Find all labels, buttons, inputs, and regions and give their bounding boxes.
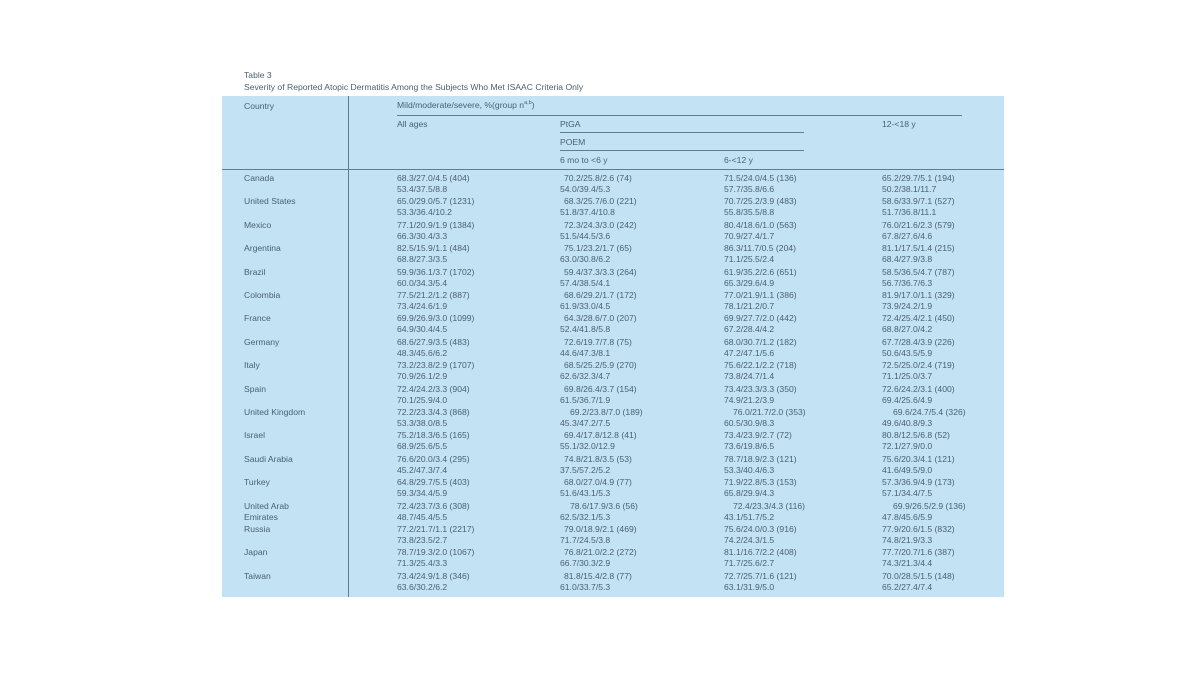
value-cell-c4b: 41.6/49.5/9.0 [882, 464, 933, 475]
header-rule-measure [397, 115, 962, 116]
table-row [0, 501, 1200, 525]
table-row [0, 477, 1200, 501]
country-cell: Russia [244, 524, 271, 534]
table-row [0, 173, 1200, 197]
value-cell-c3b: 71.1/25.5/2.4 [724, 254, 775, 265]
country-cell: United States [244, 196, 296, 207]
country-cell: Germany [244, 336, 280, 347]
country-cell: Turkey [244, 477, 270, 488]
value-cell-c3a: 68.0/30.7/1.2 (182) [724, 336, 797, 347]
value-cell-c4b: 56.7/36.7/6.3 [882, 277, 933, 288]
value-cell-c4b: 47.8/45.6/5.9 [882, 511, 933, 522]
value-cell-c1b: 60.0/34.3/5.4 [397, 277, 448, 288]
value-cell-c4a: 65.2/29.7/5.1 (194) [882, 173, 955, 183]
value-cell-c4b: 74.8/21.9/3.3 [882, 535, 933, 545]
value-cell-c4a: 81.1/17.5/1.4 (215) [882, 243, 955, 254]
value-cell-c2a: 75.1/23.2/1.7 (65) [564, 243, 632, 254]
value-cell-c4a: 67.7/28.4/3.9 (226) [882, 336, 955, 347]
country-cell: Israel [244, 430, 266, 441]
value-cell-c2b: 54.0/39.4/5.3 [560, 184, 611, 194]
value-cell-c3a: 73.4/23.3/3.3 (350) [724, 383, 797, 394]
value-cell-c4b: 68.8/27.0/4.2 [882, 324, 933, 335]
value-cell-c1b: 45.2/47.3/7.4 [397, 464, 448, 475]
value-cell-c3b: 57.7/35.8/6.6 [724, 184, 775, 194]
value-cell-c4b: 68.4/27.9/3.8 [882, 254, 933, 265]
value-cell-c2a: 81.8/15.4/2.8 (77) [564, 570, 632, 581]
table-row [0, 243, 1200, 267]
table-row [0, 571, 1200, 595]
value-cell-c1a: 77.2/21.7/1.1 (2217) [397, 524, 475, 534]
country-cell: United Kingdom [244, 407, 306, 417]
value-cell-c4a: 72.5/25.0/2.4 (719) [882, 360, 955, 371]
value-cell-c1b: 53.3/38.0/8.5 [397, 418, 448, 428]
header-age-12-18y: 12-<18 y [882, 119, 916, 129]
value-cell-c4a: 75.6/20.3/4.1 (121) [882, 453, 955, 464]
value-cell-c3b: 53.3/40.4/6.3 [724, 464, 775, 475]
value-cell-c1b: 48.7/45.4/5.5 [397, 511, 448, 522]
value-cell-c4a: 77.9/20.6/1.5 (832) [882, 524, 955, 534]
value-cell-c1a: 82.5/15.9/1.1 (484) [397, 243, 470, 254]
header-country: Country [244, 101, 275, 111]
value-cell-c4b: 74.3/21.3/4.4 [882, 558, 933, 569]
value-cell-c1b: 53.3/36.4/10.2 [397, 207, 452, 218]
value-cell-c1b: 64.9/30.4/4.5 [397, 324, 448, 335]
value-cell-c2a: 69.4/17.8/12.8 (41) [564, 430, 637, 441]
value-cell-c3b: 74.2/24.3/1.5 [724, 535, 775, 545]
value-cell-c1b: 70.9/26.1/2.9 [397, 371, 448, 382]
header-age-6mo-6y: 6 mo to <6 y [560, 155, 608, 165]
value-cell-c1b: 53.4/37.5/8.8 [397, 184, 448, 194]
value-cell-c4a: 57.3/36.9/4.9 (173) [882, 477, 955, 488]
value-cell-c1a: 73.4/24.9/1.8 (346) [397, 570, 470, 581]
header-all-ages: All ages [397, 119, 428, 129]
value-cell-c1a: 75.2/18.3/6.5 (165) [397, 430, 470, 441]
value-cell-c1a: 64.8/29.7/5.5 (403) [397, 477, 470, 488]
value-cell-c2b: 52.4/41.8/5.8 [560, 324, 611, 335]
value-cell-c3b: 65.8/29.9/4.3 [724, 488, 775, 499]
value-cell-c3b: 73.6/19.8/6.5 [724, 441, 775, 452]
value-cell-c2b: 51.8/37.4/10.8 [560, 207, 615, 218]
value-cell-c4a: 76.0/21.6/2.3 (579) [882, 219, 955, 230]
value-cell-c2a: 69.2/23.8/7.0 (189) [570, 407, 643, 417]
value-cell-c4b: 67.8/27.6/4.6 [882, 230, 933, 241]
header-measure: Mild/moderate/severe, %(group $n^{a,b}$) [397, 100, 535, 110]
value-cell-c2a: 76.8/21.0/2.2 (272) [564, 547, 637, 558]
value-cell-c2b: 51.5/44.5/3.6 [560, 230, 611, 241]
value-cell-c3a: 69.9/27.7/2.0 (442) [724, 313, 797, 324]
value-cell-c2a: 69.8/26.4/3.7 (154) [564, 383, 637, 394]
value-cell-c4b: 71.1/25.0/3.7 [882, 371, 933, 382]
value-cell-c3a: 77.0/21.9/1.1 (386) [724, 290, 797, 300]
value-cell-c1b: 48.3/45.6/6.2 [397, 347, 448, 358]
table-row [0, 384, 1200, 408]
country-cell: Mexico [244, 219, 272, 230]
table-row [0, 196, 1200, 220]
value-cell-c4a: 58.6/33.9/7.1 (527) [882, 196, 955, 207]
value-cell-c2b: 61.5/36.7/1.9 [560, 394, 611, 405]
table-row [0, 454, 1200, 478]
value-cell-c4a: 69.6/24.7/5.4 (326) [893, 407, 966, 417]
value-cell-c3b: 70.9/27.4/1.7 [724, 230, 775, 241]
value-cell-c4b: 73.9/24.2/1.9 [882, 301, 933, 311]
table-row [0, 524, 1200, 548]
country-cell: Taiwan [244, 570, 271, 581]
value-cell-c1a: 72.2/23.3/4.3 (868) [397, 407, 470, 417]
value-cell-c1a: 77.5/21.2/1.2 (887) [397, 290, 470, 300]
value-cell-c2b: 37.5/57.2/5.2 [560, 464, 611, 475]
value-cell-c4a: 72.6/24.2/3.1 (400) [882, 383, 955, 394]
value-cell-c1b: 71.3/25.4/3.3 [397, 558, 448, 569]
table-label: Table 3 [244, 70, 272, 80]
value-cell-c1a: 68.3/27.0/4.5 (404) [397, 173, 470, 183]
country-cell: Japan [244, 547, 268, 558]
table-row [0, 407, 1200, 431]
country-cell: Canada [244, 173, 275, 183]
value-cell-c1b: 70.1/25.9/4.0 [397, 394, 448, 405]
value-cell-c2b: 61.0/33.7/5.3 [560, 581, 611, 592]
value-cell-c1b: 59.3/34.4/5.9 [397, 488, 448, 499]
value-cell-c2a: 68.0/27.0/4.9 (77) [564, 477, 632, 488]
value-cell-c3a: 80.4/18.6/1.0 (563) [724, 219, 797, 230]
value-cell-c2a: 68.5/25.2/5.9 (270) [564, 360, 637, 371]
value-cell-c2b: 44.6/47.3/8.1 [560, 347, 611, 358]
country-cell: Italy [244, 360, 260, 371]
value-cell-c2a: 79.0/18.9/2.1 (469) [564, 524, 637, 534]
value-cell-c1b: 73.4/24.6/1.9 [397, 301, 448, 311]
value-cell-c3a: 72.4/23.3/4.3 (116) [733, 500, 805, 511]
value-cell-c3b: 71.7/25.6/2.7 [724, 558, 775, 569]
country-cell: Argentina [244, 243, 281, 254]
table-title: Severity of Reported Atopic Dermatitis Among the Subjects Who Met ISAAC Criteria Only [244, 82, 584, 92]
value-cell-c4a: 58.5/36.5/4.7 (787) [882, 266, 955, 277]
value-cell-c4a: 69.9/26.5/2.9 (136) [893, 500, 966, 511]
value-cell-c1a: 72.4/23.7/3.6 (308) [397, 500, 470, 511]
value-cell-c4b: 49.6/40.8/9.3 [882, 418, 933, 428]
country-cell: Colombia [244, 290, 281, 300]
value-cell-c2a: 74.8/21.8/3.5 (53) [564, 453, 632, 464]
value-cell-c4a: 80.8/12.5/6.8 (52) [882, 430, 950, 441]
table-row [0, 430, 1200, 454]
country-cell: Brazil [244, 266, 266, 277]
value-cell-c1b: 66.3/30.4/3.3 [397, 230, 448, 241]
value-cell-c3a: 86.3/11.7/0.5 (204) [724, 243, 796, 254]
country-cell: Emirates [244, 511, 278, 522]
value-cell-c2a: 68.3/25.7/6.0 (221) [564, 196, 637, 207]
table-row [0, 547, 1200, 571]
value-cell-c3a: 61.9/35.2/2.6 (651) [724, 266, 797, 277]
value-cell-c2a: 68.6/29.2/1.7 (172) [564, 290, 637, 300]
value-cell-c4a: 70.0/28.5/1.5 (148) [882, 570, 955, 581]
value-cell-c4b: 57.1/34.4/7.5 [882, 488, 933, 499]
value-cell-c3b: 73.8/24.7/1.4 [724, 371, 775, 382]
header-rule-bottom [222, 169, 1004, 170]
country-cell: France [244, 313, 271, 324]
value-cell-c1a: 59.9/36.1/3.7 (1702) [397, 266, 475, 277]
value-cell-c2a: 72.6/19.7/7.8 (75) [564, 336, 632, 347]
value-cell-c3b: 43.1/51.7/5.2 [724, 511, 775, 522]
value-cell-c2a: 78.6/17.9/3.6 (56) [570, 500, 638, 511]
value-cell-c3a: 71.5/24.0/4.5 (136) [724, 173, 797, 183]
header-rule-poem [560, 150, 804, 151]
value-cell-c3a: 76.0/21.7/2.0 (353) [733, 407, 806, 417]
value-cell-c3b: 78.1/21.2/0.7 [724, 301, 775, 311]
value-cell-c3b: 65.3/29.6/4.9 [724, 277, 775, 288]
value-cell-c3b: 47.2/47.1/5.6 [724, 347, 775, 358]
header-rule-ptga [560, 132, 804, 133]
value-cell-c1a: 69.9/26.9/3.0 (1099) [397, 313, 475, 324]
value-cell-c4a: 77.7/20.7/1.6 (387) [882, 547, 955, 558]
value-cell-c4b: 69.4/25.6/4.9 [882, 394, 933, 405]
country-cell: United Arab [244, 500, 289, 511]
value-cell-c1a: 76.6/20.0/3.4 (295) [397, 453, 470, 464]
value-cell-c1b: 68.9/25.6/5.5 [397, 441, 448, 452]
value-cell-c4b: 50.2/38.1/11.7 [882, 184, 937, 194]
table-row [0, 267, 1200, 291]
country-cell: Saudi Arabia [244, 453, 293, 464]
table-row [0, 360, 1200, 384]
value-cell-c2b: 51.6/43.1/5.3 [560, 488, 611, 499]
value-cell-c4b: 72.1/27.9/0.0 [882, 441, 933, 452]
value-cell-c1a: 77.1/20.9/1.9 (1384) [397, 219, 475, 230]
header-age-6-12y: 6-<12 y [724, 155, 753, 165]
value-cell-c3b: 67.2/28.4/4.2 [724, 324, 775, 335]
value-cell-c2b: 61.9/33.0/4.5 [560, 301, 611, 311]
value-cell-c3a: 72.7/25.7/1.6 (121) [724, 570, 797, 581]
table-row [0, 220, 1200, 244]
value-cell-c1a: 68.6/27.9/3.5 (483) [397, 336, 470, 347]
value-cell-c2b: 66.7/30.3/2.9 [560, 558, 611, 569]
value-cell-c3a: 75.6/24.0/0.3 (916) [724, 524, 797, 534]
value-cell-c1b: 68.8/27.3/3.5 [397, 254, 448, 265]
value-cell-c4a: 81.9/17.0/1.1 (329) [882, 290, 955, 300]
value-cell-c2b: 71.7/24.5/3.8 [560, 535, 611, 545]
header-poem: POEM [560, 137, 586, 147]
value-cell-c1b: 63.6/30.2/6.2 [397, 581, 448, 592]
country-cell: Spain [244, 383, 266, 394]
value-cell-c2a: 70.2/25.8/2.6 (74) [564, 173, 632, 183]
value-cell-c2b: 63.0/30.8/6.2 [560, 254, 611, 265]
value-cell-c3a: 70.7/25.2/3.9 (483) [724, 196, 797, 207]
table-row [0, 313, 1200, 337]
value-cell-c3a: 78.7/18.9/2.3 (121) [724, 453, 797, 464]
value-cell-c3b: 55.8/35.5/8.8 [724, 207, 775, 218]
value-cell-c4a: 72.4/25.4/2.1 (450) [882, 313, 955, 324]
value-cell-c4b: 65.2/27.4/7.4 [882, 581, 933, 592]
value-cell-c3b: 63.1/31.9/5.0 [724, 581, 775, 592]
value-cell-c3a: 71.9/22.8/5.3 (153) [724, 477, 797, 488]
value-cell-c2b: 62.6/32.3/4.7 [560, 371, 611, 382]
value-cell-c2b: 57.4/38.5/4.1 [560, 277, 611, 288]
value-cell-c3b: 74.9/21.2/3.9 [724, 394, 775, 405]
value-cell-c2a: 64.3/28.6/7.0 (207) [564, 313, 637, 324]
value-cell-c1a: 78.7/19.3/2.0 (1067) [397, 547, 475, 558]
value-cell-c1a: 73.2/23.8/2.9 (1707) [397, 360, 475, 371]
value-cell-c1a: 72.4/24.2/3.3 (904) [397, 383, 470, 394]
value-cell-c4b: 50.6/43.5/5.9 [882, 347, 933, 358]
value-cell-c2a: 72.3/24.3/3.0 (242) [564, 219, 637, 230]
value-cell-c2b: 62.5/32.1/5.3 [560, 511, 611, 522]
value-cell-c1a: 65.0/29.0/5.7 (1231) [397, 196, 475, 207]
value-cell-c2a: 59.4/37.3/3.3 (264) [564, 266, 637, 277]
value-cell-c1b: 73.8/23.5/2.7 [397, 535, 448, 545]
header-ptga: PtGA [560, 119, 581, 129]
table-row [0, 290, 1200, 314]
value-cell-c3a: 73.4/23.9/2.7 (72) [724, 430, 792, 441]
table-row [0, 337, 1200, 361]
value-cell-c2b: 45.3/47.2/7.5 [560, 418, 611, 428]
value-cell-c3a: 75.6/22.1/2.2 (718) [724, 360, 797, 371]
value-cell-c3b: 60.5/30.9/8.3 [724, 418, 775, 428]
value-cell-c3a: 81.1/16.7/2.2 (408) [724, 547, 797, 558]
value-cell-c2b: 55.1/32.0/12.9 [560, 441, 615, 452]
value-cell-c4b: 51.7/36.8/11.1 [882, 207, 937, 218]
